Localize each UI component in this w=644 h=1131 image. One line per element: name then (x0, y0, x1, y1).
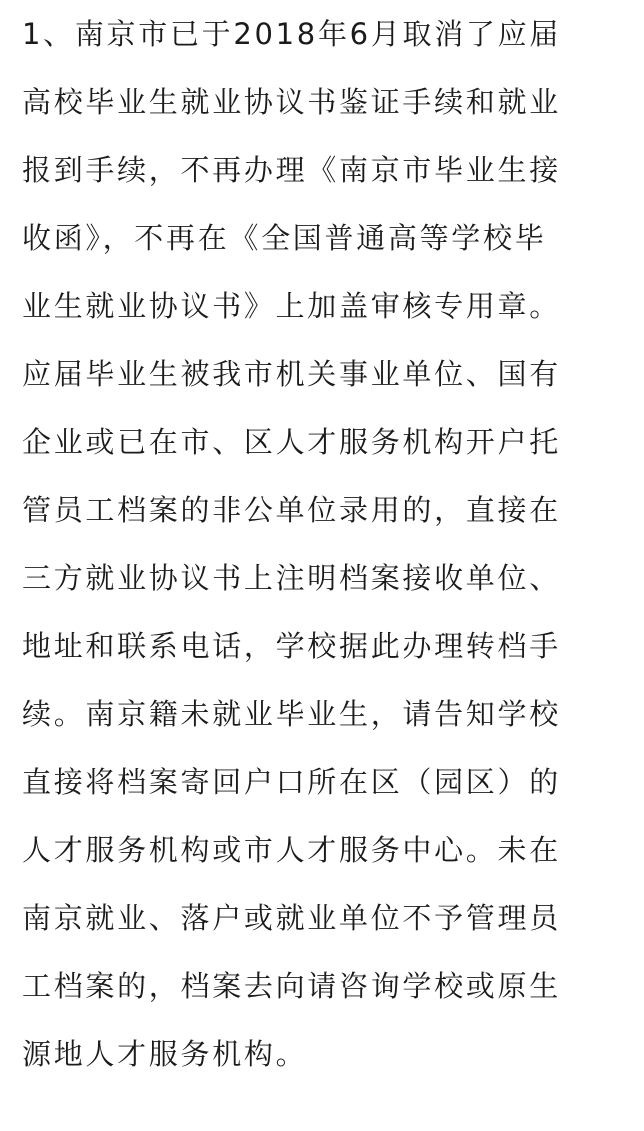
text-line-4: 收函》，不再在《全国普通高等学校毕 (22, 221, 547, 255)
text-line-9: 三方就业协议书上注明档案接收单位、 (22, 561, 561, 595)
text-line-12: 直接将档案寄回户口所在区（园区）的 (22, 765, 561, 799)
text-line-13: 人才服务机构或市人才服务中心。未在 (22, 833, 561, 867)
text-line-5: 业生就业协议书》上加盖审核专用章。 (22, 289, 561, 323)
text-line-16: 源地人才服务机构。 (22, 1037, 308, 1071)
text-line-7: 企业或已在市、区人才服务机构开户托 (22, 425, 561, 459)
text-line-11: 续。南京籍未就业毕业生，请告知学校 (22, 697, 561, 731)
text-line-2: 高校毕业生就业协议书鉴证手续和就业 (22, 85, 561, 119)
text-line-6: 应届毕业生被我市机关事业单位、国有 (22, 357, 561, 391)
text-line-8: 管员工档案的非公单位录用的，直接在 (22, 493, 561, 527)
text-line-15: 工档案的，档案去向请咨询学校或原生 (22, 969, 561, 1003)
text-line-14: 南京就业、落户或就业单位不予管理员 (22, 901, 561, 935)
text-line-1: 1、南京市已于2018年6月取消了应届 (22, 17, 562, 51)
text-line-10: 地址和联系电话，学校据此办理转档手 (22, 629, 561, 663)
text-line-3: 报到手续，不再办理《南京市毕业生接 (22, 153, 561, 187)
